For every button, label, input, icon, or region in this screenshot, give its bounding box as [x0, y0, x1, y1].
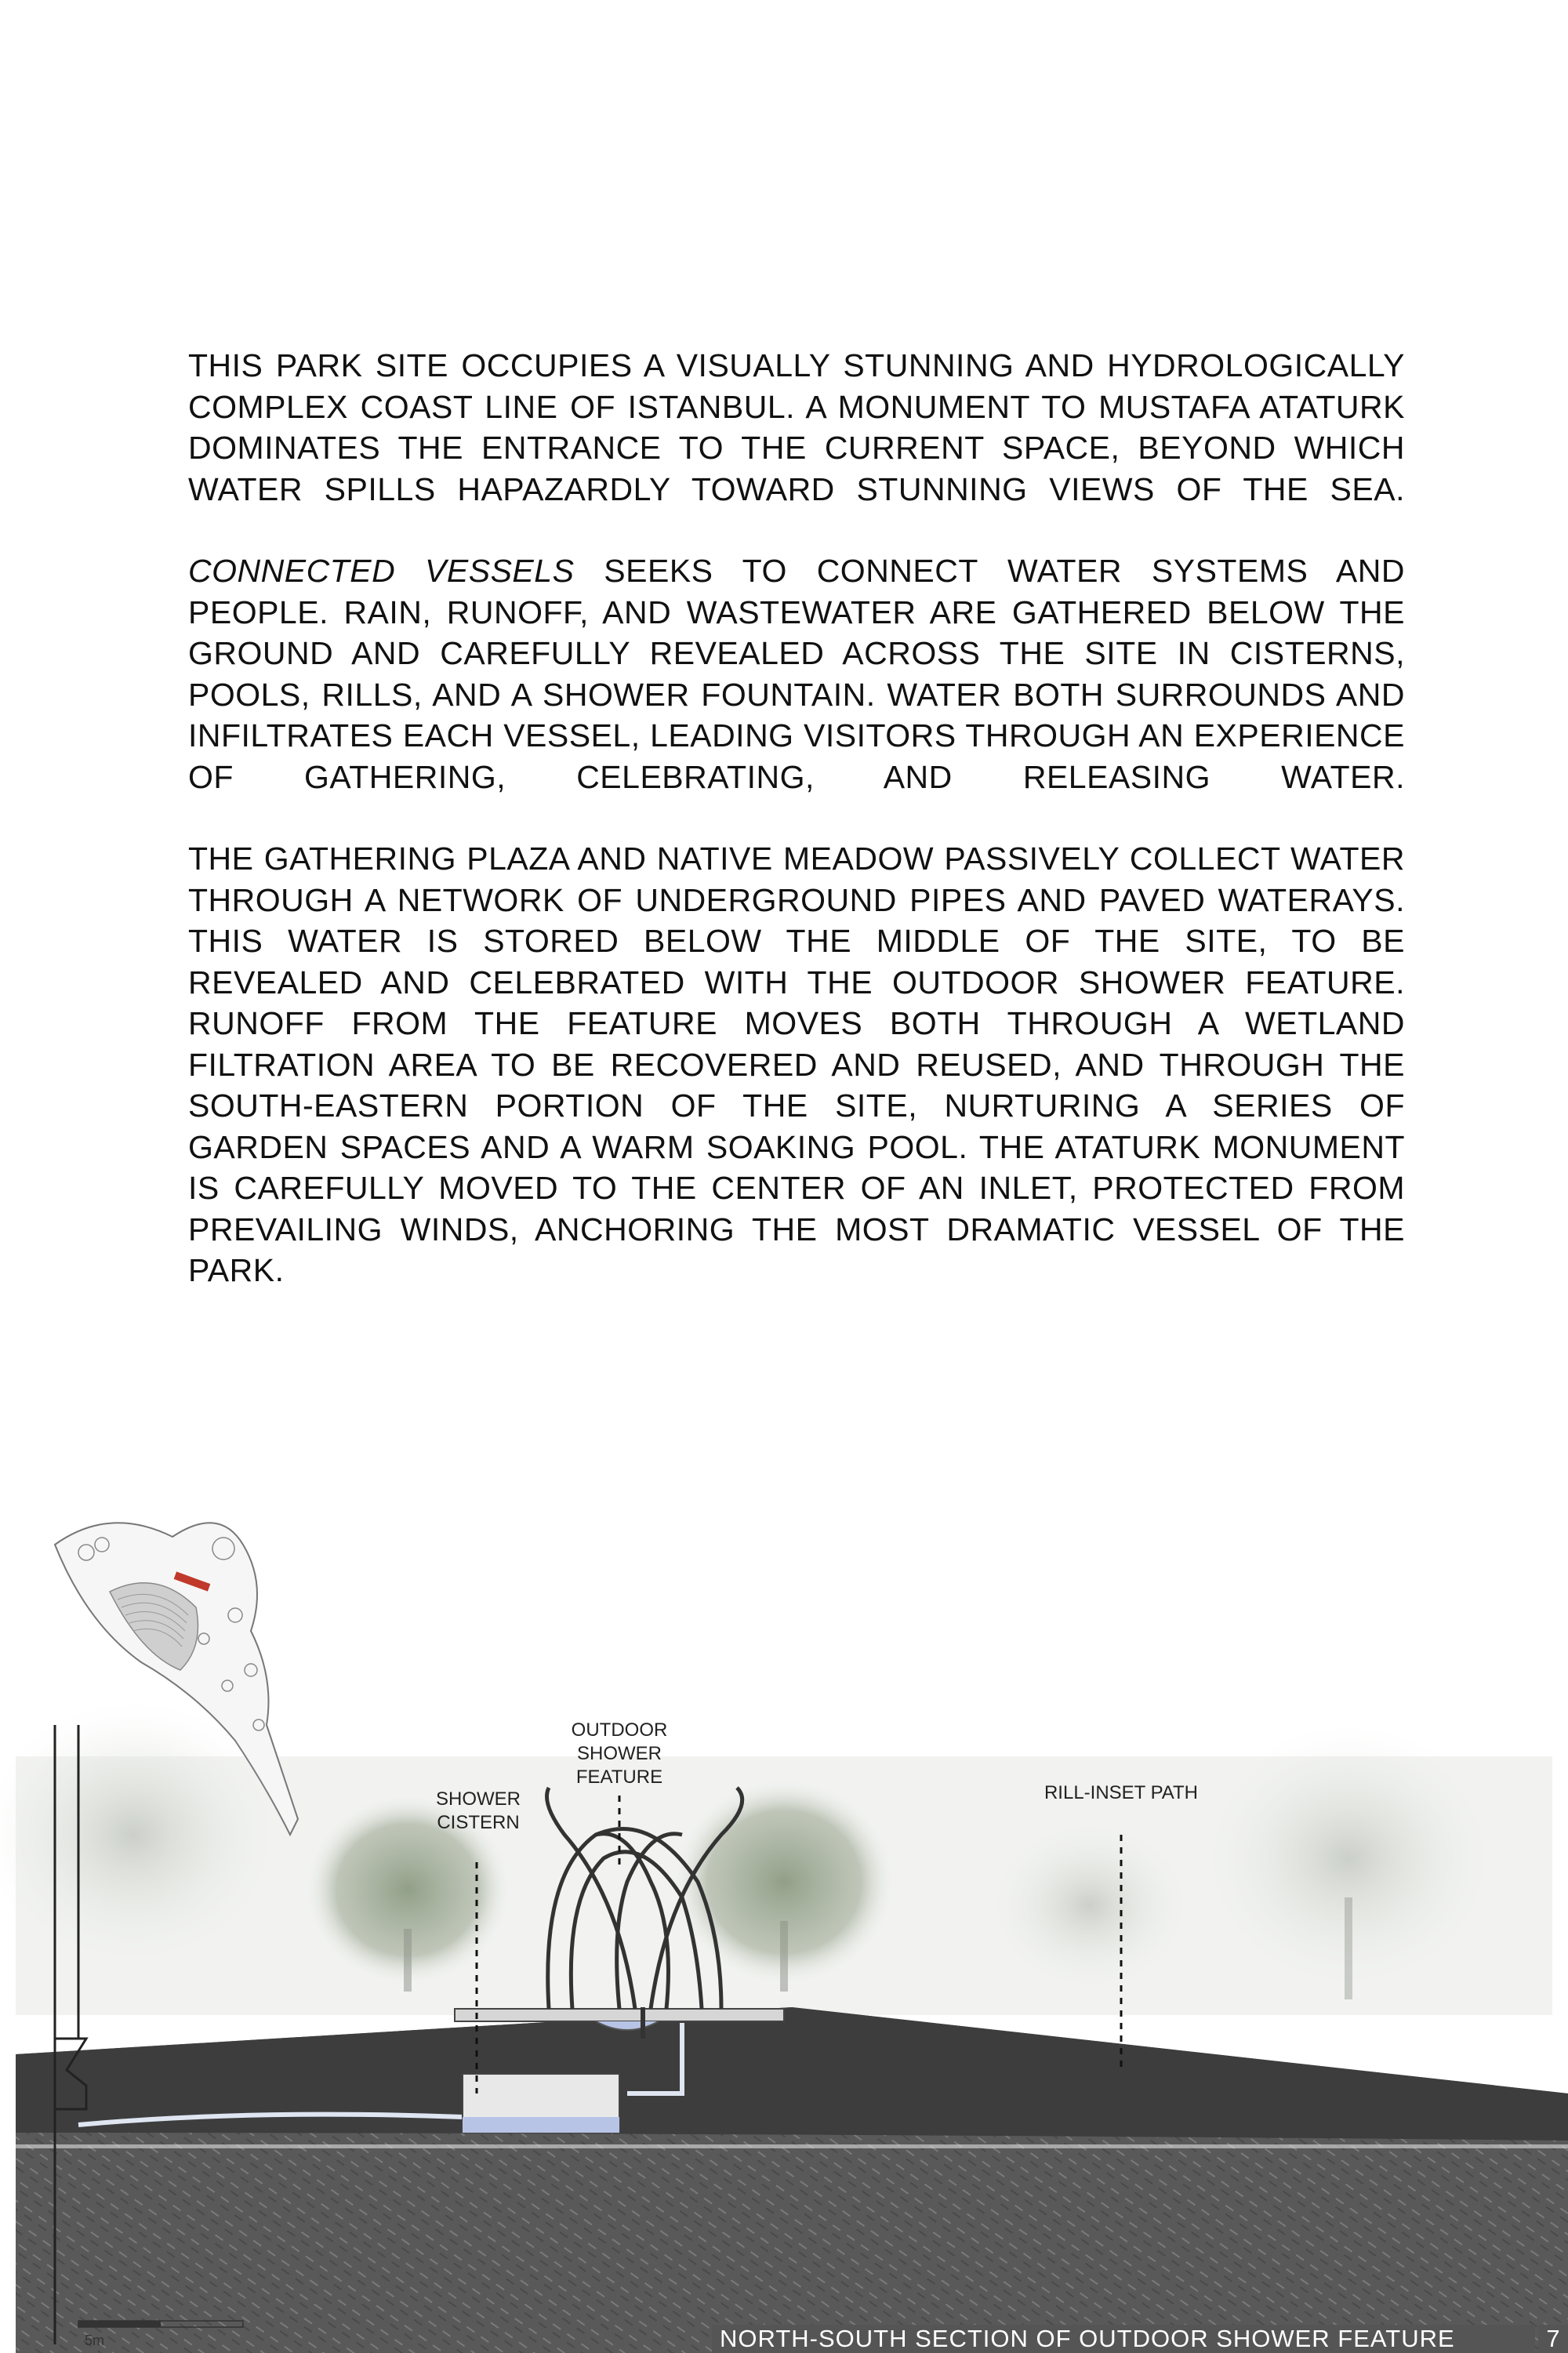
shower-cistern-tank [463, 2074, 619, 2133]
callout-line: FEATURE [575, 1767, 663, 1788]
concept-paragraph [188, 550, 1405, 797]
system-paragraph: THE GATHERING PLAZA AND NATIVE MEADOW PASSIVELY COLLECT WATER THROUGH A NETWORK OF UNDERGROUND PIPES AND PAVED WATERAYS. THIS WATER IS STORED BELOW THE MIDDLE OF THE SITE, TO BE REVEALED AND CELEBRATED WITH THE OUTDOOR SHOWER FEATURE. RUNOFF FROM THE FEATURE MOVES BOTH THROUGH A WETLAND FILTRATION AREA TO BE RECOVERED AND REUSED, AND THROUGH THE SOUTH-EASTERN PORTION OF THE SITE, NURTURING A SERIES OF GARDEN SPACES AND A WARM SOAKING POOL. THE ATATURK MONUMENT IS CAREFULLY MOVED TO THE CENTER OF AN INLET, PROTECTED FROM PREVAILING WINDS, ANCHORING THE MOST DRAMATIC VESSEL OF THE PARK. [188, 841, 1405, 1288]
body-text [188, 345, 1405, 1332]
figure-caption: NORTH-SOUTH SECTION OF OUTDOOR SHOWER FEATURE [712, 2325, 1535, 2353]
page-number: 7 [1538, 2325, 1568, 2353]
callout-line: CISTERN [437, 1812, 520, 1833]
scale-label: 5m [85, 2333, 105, 2348]
project-title: CONNECTED VESSELS [188, 553, 575, 589]
shower-cistern-callout [408, 1788, 549, 1835]
intro-paragraph: THIS PARK SITE OCCUPIES A VISUALLY STUNNING AND HYDROLOGICALLY COMPLEX COAST LINE OF ISTANBUL. A MONUMENT TO MUSTAFA ATATURK DOMINATES THE ENTRANCE TO THE CURRENT SPACE, BEYOND WHICH WATER SPILLS HAPAZARDLY TOWARD STUNNING VIEWS OF THE SEA. [188, 347, 1405, 507]
rill-path-callout: RILL-INSET PATH [1044, 1782, 1199, 1803]
section-svg [0, 1490, 1568, 2353]
topsoil-layer [16, 2007, 1568, 2141]
concept-text: SEEKS TO CONNECT WATER SYSTEMS AND PEOPLE. RAIN, RUNOFF, AND WASTEWATER ARE GATHERED BELOW THE GROUND AND CAREFULLY REVEALED ACROSS THE SITE IN CISTERNS, POOLS, RILLS, AND A SHOWER FOUNTAIN. WATER BOTH SURROUNDS AND INFILTRATES EACH VESSEL, LEADING VISITORS THROUGH AN EXPERIENCE OF GATHERING, CELEBRATING, AND RELEASING WATER. [188, 553, 1405, 795]
plaza-slab [455, 2009, 784, 2021]
callout-line: OUTDOOR [571, 1719, 668, 1741]
callout-line: SHOWER [577, 1743, 662, 1764]
callout-line: SHOWER [436, 1788, 521, 1810]
section-drawing [0, 1490, 1568, 2353]
outdoor-shower-callout [549, 1719, 690, 1789]
